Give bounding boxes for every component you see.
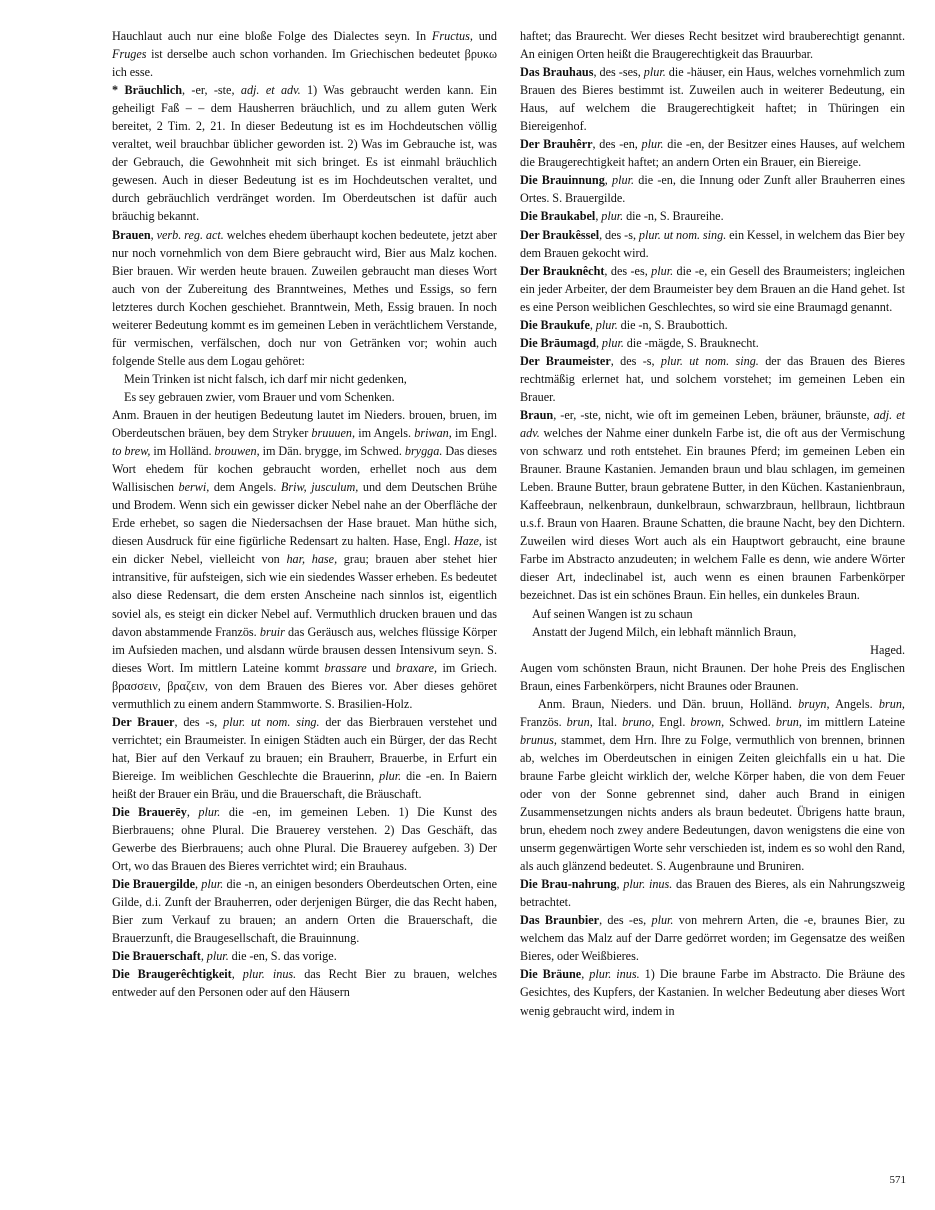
dictionary-entry (520, 63, 905, 135)
entry-text: von mehrern Arten, die -e, braunes Bier, zu welchem das Malz auf der Darre gedörret worden; im Gegensatze des weißen Bieres, oder Weißbieres. (520, 913, 906, 964)
dictionary-entry (520, 135, 905, 171)
entry-text: und (472, 29, 497, 43)
dictionary-entry (520, 226, 905, 262)
grammar-note: plur. ut nom. sing. (638, 227, 727, 242)
entry-text: im mittlern Lateine (801, 714, 906, 729)
verse-quote (520, 605, 905, 659)
entry-text: dem Angels. (209, 480, 281, 495)
entry-headword: Braun (520, 407, 554, 422)
entry-headword: Die Braugerêchtigkeit (112, 967, 232, 982)
entry-text: , -er, -ste, nicht, wie oft im gemeinen Leben, bräuner, bräunste, (553, 407, 874, 422)
dictionary-entry (520, 406, 905, 605)
dictionary-entry (520, 27, 905, 63)
dictionary-entry (520, 207, 905, 225)
page-number: 571 (889, 1174, 906, 1186)
entry-text: Engl. (654, 714, 691, 729)
entry-text: haftet; das Braurecht. Wer dieses Recht besitzet wird brauberechtigt genannt. An einigen Orten heißt die Braugerechtigkeit das Brauurbar. (520, 29, 905, 62)
dictionary-entry (112, 27, 497, 81)
entry-text: im Angels. (355, 426, 415, 441)
grammar-note: plur. (198, 805, 221, 820)
grammar-note: plur. (651, 913, 674, 928)
grammar-note: plur. inus. (242, 967, 297, 982)
entry-headword: Der Brauer (112, 714, 175, 729)
italic-term: brunus, (520, 732, 557, 747)
entry-text: , des -ses, (593, 65, 644, 80)
grammar-note: plur. (612, 173, 635, 188)
dictionary-entry (520, 316, 905, 334)
left-column (112, 27, 497, 1002)
entry-text: Anm. Brauen in der heutigen Bedeutung lautet im Nieders. brouen, bruen, im Oberdeutschen bräuen, bey dem Stryker (112, 407, 497, 441)
entry-text: im Griech. βρασσειν, βραζειν, von dem Brauen des Bieres vor. Aber dieses gehöret vermuthlich zu einem andern Stammworte. S. Brasilien-Holz. (112, 660, 498, 711)
entry-text: das Brauen des Bieres, als ein Nahrungszweig betrachtet. (520, 877, 905, 910)
italic-term: bruno, (622, 714, 655, 729)
entry-text: und dem Deutschen Brühe und Brodem. Wenn sich ein gewisser dicker Nebel nahe an der Oberfläche der Erde erhebet, so sagen die Niedersachsen der Hase brauet. Man hüthe sich, diesen Ausdruck für eine figürliche Redensart zu halten. Hase, Engl. (112, 480, 497, 549)
italic-term: braxare, (395, 660, 438, 675)
entry-text: Ital. (592, 714, 623, 729)
entry-text: grau; brauen aber stehet hier intransitive, für aufsteigen, sich wie ein siedendes Wasser erheben. Es bedeutet also diese Redensart, die dem ersten Anscheine nach sinnlos ist, eigentlich soviel als, es steigt ein dicker Nebel auf. Vermuthlich drucken brauen und das davon abstammende Französ. (112, 552, 498, 639)
grammar-note: adj. et adv. (520, 407, 905, 441)
entry-text: 1) Was gebraucht werden kann. Ein geheiligt Faß – – dem Hausherren bräuchlich, und zu allem guten Werk bereitet, 2 Tim. 2, 21. In dieser Bedeutung ist es im Hochdeutschen völlig veraltet, weil brauchbar üblicher geworden ist. 2) Was im Gebrauche ist, was der Gebrauch, die Gewohnheit mit sich bringet. Es ist einmahl bräuchlich gewesen. Auch in dieser Bedeutung ist es im Hochdeutschen veraltet, und durch gebräuchlich verdränget worden. Im Oberdeutschen ist dafür auch bräuchig bekannt. (112, 83, 497, 224)
entry-text: die -en, der Besitzer eines Hauses, auf welchem die Braugerechtigkeit haftet; an andern Orten ein Brauer, ein Biereige. (520, 137, 906, 170)
entry-text: , des -s, (174, 714, 224, 729)
grammar-note: verb. reg. act. (156, 227, 224, 242)
entry-text: der das Bierbrauen verstehet und verrichtet; ein Braumeister. In einigen Städten auch ein Bürger, der das Recht hat, Bier auf den Verkauf zu brauen; ein Brauherr, Brauerbe, in Erfurt ein Biereige. Im weiblichen Geschlechte die Brauerinn, (112, 714, 497, 783)
verse-attribution: Haged. (870, 642, 905, 657)
italic-term: brun, (775, 714, 802, 729)
entry-text: die -en, im gemeinen Leben. 1) Die Kunst des Bierbrauens; ohne Plural. Die Brauerey verstehen. 2) Das Geschäft, das Gewerbe des Bierbrauens; auch ohne Plural. Die Brauerey aufgeben. 3) Der Ort, wo das Brauen des Bieres verrichtet wird; ein Brauhaus. (112, 805, 497, 874)
grammar-note: plur. (641, 137, 664, 152)
grammar-note: plur. (206, 949, 229, 964)
italic-term: brassare (324, 660, 367, 675)
dictionary-entry (520, 965, 905, 1019)
entry-text: Das dieses Wort ehedem für kochen gebraucht worden, erhellet noch aus dem Wallisischen (112, 444, 498, 495)
entry-text: welches der Nahme einer dunkeln Farbe ist, die oft aus der Vermischung von schwarz und roth entstehet. Ein braunes Pferd; im gemeinen Leben ein Brauner. Braune Kastanien. Jemanden braun und blau schlagen, im gemeinen Leben. Braune Butter, braun gebratene Butter, in den Küchen. Kastanienbraun, Kaffeebraun, nelkenbraun, dunkelbraun, schwarzbraun, hellbraun, lichtbraun u.s.f. Braun von Haaren. Braune Schatten, die braune Nacht, bey den Dichtern. Zuweilen wird dieses Wort auch als ein Hauptwort gebraucht, eine braune Farbe im Abstracto anzudeuten; in welchem Falle es denn, wie andere Wörter dieser Art, indeclinabel ist, auch wenn es einen braunen Farbenkörper bezeichnet. Das ist ein schönes Braun. Ein helles, ein dunkeles Braun. (520, 426, 905, 603)
entry-text: die -häuser, ein Haus, welches vornehmlich zum Brauen des Bieres bestimmt ist. Zuweilen auch in weiterer Bedeutung, ein Haus, auf welchem die Braugerechtigkeit haftet; in Thüringen ein Biereigenhof. (520, 65, 905, 134)
entry-headword: Die Brauinnung (520, 173, 605, 188)
entry-text: die -en, die Innung oder Zunft aller Brauherren eines Ortes. S. Brauergilde. (520, 173, 905, 206)
entry-headword: Die Braukabel (520, 209, 596, 224)
grammar-note: plur. ut nom. sing. (660, 353, 759, 368)
entry-text: das Geräusch aus, welches flüssige Körper im Aufsieden machen, und alsdann würde brausen dessen Intensivum seyn. S. dieses Wort. Im mittlern Lateine kommt (112, 624, 498, 675)
dictionary-entry (520, 911, 905, 965)
italic-term: briwan, (414, 426, 452, 441)
entry-text: , (616, 877, 624, 892)
entry-text: die -n, S. Braubottich. (617, 317, 728, 332)
entry-headword: Das Brauhaus (520, 65, 594, 80)
entry-text: der das Brauen des Bieres rechtmäßig erlernet hat, und solchem vorstehet; im gemeinen Leben ein Brauer. (520, 353, 905, 404)
entry-headword: Die Brau-nahrung (520, 877, 617, 892)
dictionary-entry (112, 875, 497, 947)
entry-text: die -mägde, S. Brauknecht. (623, 335, 759, 350)
verse-line: Es sey gebrauen zwier, vom Brauer und vom Schenken. (124, 389, 395, 404)
entry-headword: * Bräuchlich (112, 83, 183, 98)
entry-text: die -en, S. das vorige. (228, 949, 337, 964)
entry-text: die -e, ein Gesell des Braumeisters; ingleichen ein jeder Arbeiter, der dem Braumeister bey dem Brauen an die Hand gehet. Ist es eine Person weiblichen Geschlechtes, so wird sie eine Braumagd genannt. (520, 263, 906, 314)
grammar-note: plur. (651, 263, 674, 278)
entry-headword: Der Brauhêrr (520, 137, 593, 152)
entry-text: und (366, 660, 396, 675)
entry-text: Angels. (829, 696, 879, 711)
entry-text: die -n, an einigen besonders Oberdeutschen Orten, eine Gilde, d.i. Zunft der Brauherren, oder derjenigen Bürger, die das Recht haben, Bier zum Verkauf zu brauen; an andern Orten die Brauerschaft, die Brauerzunft, die Braugesellschaft, die Brauinnung. (112, 877, 497, 946)
right-column (520, 27, 905, 1020)
grammar-note: plur. inus. (623, 877, 673, 892)
grammar-note: plur. (601, 335, 624, 350)
dictionary-entry (520, 875, 905, 911)
verse-line: Anstatt der Jugend Milch, ein lebhaft männlich Braun, (532, 624, 797, 639)
dictionary-entry (112, 947, 497, 965)
dictionary-entry (112, 965, 497, 1001)
dictionary-entry (520, 659, 905, 695)
entry-text: , (200, 949, 207, 964)
italic-term: brouwen, (214, 444, 260, 459)
grammar-note: plur. (595, 317, 618, 332)
entry-text: stammet, dem Hrn. Ihre zu Folge, vermuthlich von brennen, brinnen ab, welches im Oberdeutschen in einigen Zeiten gleichfalls ein u hat. Die braune Farbe gleicht wirklich der, welche Körper haben, die von dem Feuer oder von der Sonne gebrennet sind, daher auch Brand in einigen Zusammensetzungen nichts anders als braun bedeutet. Übrigens hatte braun, brun, ehedem noch zwey andere Bedeutungen, davon wenigstens die eine von unserm gegenwärtigen Worte sehr verschieden ist, indem es so wohl den Rand, als auch glänzend bedeutet. S. Augenbraune und Bruniren. (520, 732, 905, 874)
entry-headword: Brauen (112, 227, 151, 242)
italic-term: brun, (566, 714, 593, 729)
entry-headword: Die Brauerēy (112, 805, 187, 820)
entry-text: ist derselbe auch schon vorhanden. Im Griechischen bedeutet βρυκω ich esse. (112, 47, 497, 80)
entry-text: Hauchlaut auch nur eine bloße Folge des Dialectes seyn. In (112, 29, 432, 43)
italic-term: har, hase, (286, 552, 338, 567)
italic-term: Briw, jusculum, (280, 480, 359, 495)
entry-text: , (186, 805, 199, 820)
entry-text: im Engl. (451, 426, 498, 441)
dictionary-entry (112, 406, 497, 713)
entry-headword: Die Bräune (520, 967, 582, 982)
italic-term: brown, (690, 714, 725, 729)
grammar-note: plur. (379, 768, 402, 783)
entry-text: , (595, 335, 602, 350)
dictionary-entry (112, 803, 497, 875)
dictionary-entry (520, 262, 905, 316)
entry-headword: Die Braukufe (520, 317, 590, 332)
entry-text: , (604, 173, 613, 188)
italic-term: bruir (259, 624, 285, 639)
entry-headword: Der Braumeister (520, 353, 611, 368)
italic-term: to brew, (112, 444, 151, 459)
entry-text: Anm. Braun, Nieders. und Dän. bruun, Holländ. (538, 696, 799, 711)
italic-term: bruuuen, (311, 426, 356, 441)
entry-text: ist ein dicker Nebel, vielleicht von (112, 534, 497, 567)
entry-text: , (589, 317, 596, 332)
entry-text: , (195, 877, 202, 892)
entry-text: , des -s, (610, 353, 661, 368)
entry-text: , (150, 227, 157, 242)
entry-headword: Der Braukêssel (520, 227, 600, 242)
entry-headword: Der Brauknêcht (520, 263, 605, 278)
verse-line: Auf seinen Wangen ist zu schaun (532, 606, 693, 621)
entry-headword: Die Brauergilde (112, 877, 196, 892)
italic-term: Fructus, (431, 29, 473, 43)
dictionary-entry (520, 171, 905, 207)
grammar-note: adj. et adv. (240, 83, 301, 98)
grammar-note: plur. (643, 65, 666, 80)
entry-text: , (595, 209, 602, 224)
entry-text: , (581, 967, 590, 982)
entry-text: Schwed. (724, 714, 776, 729)
dictionary-entry (520, 352, 905, 406)
dictionary-entry (112, 81, 497, 225)
entry-text: Französ. (520, 714, 567, 729)
entry-text: im Dän. brygge, im Schwed. (259, 444, 405, 459)
grammar-note: plur. ut nom. sing. (223, 714, 320, 729)
entry-text: , des -s, (599, 227, 639, 242)
entry-text: 1) Die braune Farbe im Abstracto. Die Bräune des Gesichtes, des Kupfers, der Kastanien. In welcher Bedeutung aber dieses Wort wenig gebraucht wird, indem in (520, 967, 905, 1018)
entry-headword: Die Brāumagd (520, 335, 596, 350)
entry-text: welches ehedem überhaupt kochen bedeutete, jetzt aber nur noch vornehmlich von dem Biere gebraucht wird, Bier aus Malz kochen. Bier brauen. Wir werden heute brauen. Zuweilen gebraucht man dieses Wort auch von der Zubereitung des Branntweines, Methes und Essigs, so fern letzteres durch Kochen geschiehet. Branntwein, Meth, Essig brauen. In noch weiterer Bedeutung kommt es im gemeinen Leben in verächtlichem Verstande, für vermischen, verfälschen, doch nur von Getränken vor; wohin auch folgende Stelle aus dem Logau gehöret: (112, 227, 497, 368)
italic-term: bruyn, (798, 696, 830, 711)
entry-text: , des -es, (599, 913, 652, 928)
italic-term: berwi, (178, 480, 210, 495)
italic-term: brygga. (404, 444, 443, 459)
entry-text: , des -es, (604, 263, 652, 278)
entry-headword: Die Brauerschaft (112, 949, 201, 964)
verse-line: Mein Trinken ist nicht falsch, ich darf mir nicht gedenken, (124, 371, 407, 386)
entry-text: ein Kessel, in welchem das Bier bey dem Brauen gekocht wird. (520, 227, 905, 260)
entry-text: , des -en, (592, 137, 642, 152)
grammar-note: plur. (201, 877, 224, 892)
dictionary-entry (112, 226, 497, 370)
italic-term: brun, (878, 696, 905, 711)
entry-text: , (231, 967, 243, 982)
entry-text: Augen vom schönsten Braun, nicht Braunen. Der hohe Preis des Englischen Braun, eines Farbenkörpers, nicht Braunes oder Braunen. (520, 660, 905, 693)
entry-text: die -en. In Baiern heißt der Brauer ein Bräu, und die Brauerschaft, die Bräuschaft. (112, 768, 497, 801)
verse-quote (112, 370, 497, 406)
entry-text: , -er, -ste, (182, 83, 241, 98)
italic-term: Fruges (112, 47, 147, 62)
italic-term: Haze, (453, 534, 482, 549)
entry-text: das Recht Bier zu brauen, welches entweder auf den Personen oder auf den Häusern (112, 967, 497, 1000)
grammar-note: plur. inus. (589, 967, 640, 982)
dictionary-entry (520, 695, 905, 875)
entry-headword: Das Braunbier (520, 913, 600, 928)
entry-text: die -n, S. Braureihe. (623, 209, 724, 224)
dictionary-entry (520, 334, 905, 352)
entry-text: im Holländ. (150, 444, 215, 459)
grammar-note: plur. (601, 209, 624, 224)
dictionary-entry (112, 713, 497, 803)
